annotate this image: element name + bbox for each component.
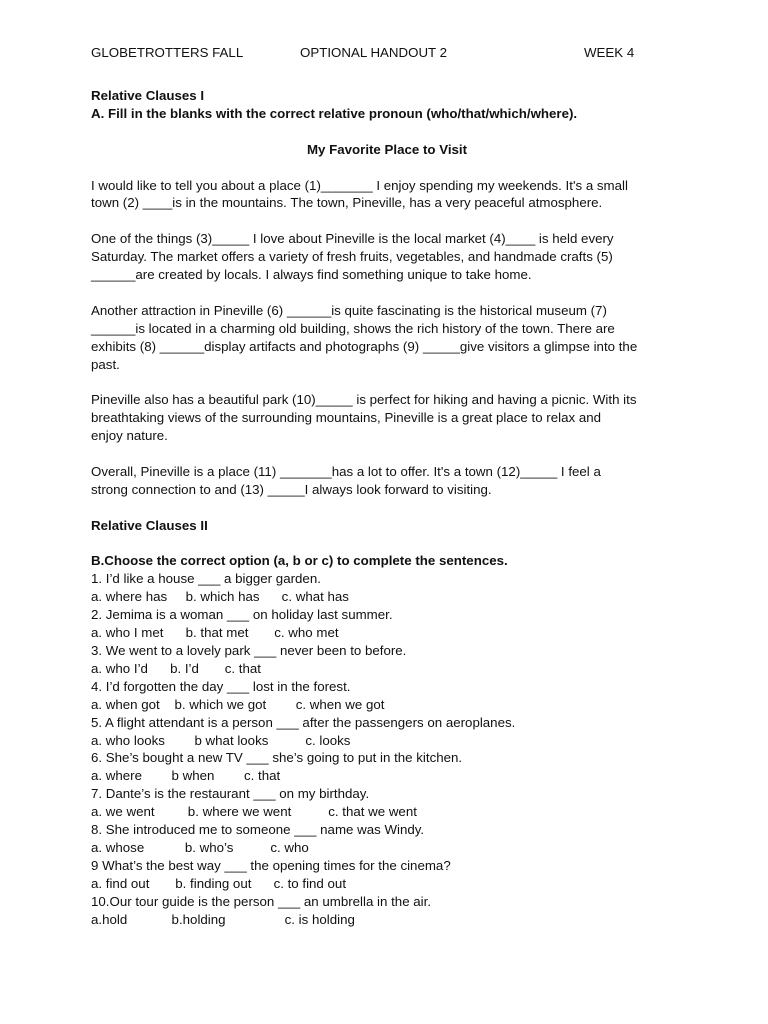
answer-options: a. find out b. finding out c. to find out <box>91 875 347 891</box>
passage-line: ______are created by locals. I always find something unique to take home. <box>91 267 532 283</box>
header-week: WEEK 4 <box>584 45 635 60</box>
answer-options: a. where b when c. that <box>91 768 281 784</box>
answer-options: a. who I met b. that met c. who met <box>91 625 339 641</box>
passage-paragraph <box>91 463 683 499</box>
passage-line: past. <box>91 356 120 372</box>
passage-line: Pineville also has a beautiful park (10)_____ is perfect for hiking and having a picnic. With its <box>91 392 637 408</box>
page-header <box>91 43 651 63</box>
passage-line: enjoy nature. <box>91 428 168 444</box>
section-b-heading: Relative Clauses II <box>91 517 208 533</box>
question-text: 5. A flight attendant is a person ___ after the passengers on aeroplanes. <box>91 714 516 730</box>
answer-options: a. who looks b what looks c. looks <box>91 732 351 748</box>
answer-options: a. where has b. which has c. what has <box>91 589 349 605</box>
section-b-instruction: B.Choose the correct option (a, b or c) to complete the sentences. <box>91 553 508 569</box>
question-text: 4. I’d forgotten the day ___ lost in the forest. <box>91 678 351 694</box>
passage-paragraph <box>91 391 683 445</box>
question-text: 9 What’s the best way ___ the opening times for the cinema? <box>91 857 451 873</box>
passage-line: breathtaking views of the surrounding mountains, Pineville is a great place to relax and <box>91 410 602 426</box>
question-list <box>91 570 683 928</box>
question-text: 1. I’d like a house ___ a bigger garden. <box>91 571 321 587</box>
question-text: 6. She’s bought a new TV ___ she’s going to put in the kitchen. <box>91 750 463 766</box>
passage-line: Saturday. The market offers a variety of fresh fruits, vegetables, and handmade crafts (5) <box>91 249 613 265</box>
header-handout: OPTIONAL HANDOUT 2 <box>300 45 448 60</box>
passage-paragraph <box>91 177 683 213</box>
passage-title: My Favorite Place to Visit <box>306 141 468 157</box>
passage-line: exhibits (8) ______display artifacts and photographs (9) _____give visitors a glimpse into the <box>91 338 638 354</box>
passage-line: strong connection to and (13) _____I always look forward to visiting. <box>91 481 492 497</box>
answer-options: a. we went b. where we went c. that we went <box>91 804 417 820</box>
passage-paragraph <box>91 230 683 284</box>
passage-line: I would like to tell you about a place (1)_______ I enjoy spending my weekends. It's a small <box>91 177 628 193</box>
question-text: 7. Dante’s is the restaurant ___ on my birthday. <box>91 786 370 802</box>
passage-line: Another attraction in Pineville (6) ______is quite fascinating is the historical museum (7) <box>91 302 607 318</box>
passage-line: Overall, Pineville is a place (11) _______has a lot to offer. It's a town (12)_____ I feel a <box>91 463 601 479</box>
section-a-heading: Relative Clauses I <box>91 88 205 103</box>
passage-line: One of the things (3)_____ I love about Pineville is the local market (4)____ is held every <box>91 231 614 247</box>
question-text: 10.Our tour guide is the person ___ an umbrella in the air. <box>91 893 432 909</box>
question-text: 3. We went to a lovely park ___ never been to before. <box>91 642 407 658</box>
question-text: 8. She introduced me to someone ___ name was Windy. <box>91 822 425 838</box>
section-a-instruction: A. Fill in the blanks with the correct relative pronoun (who/that/which/where). <box>91 105 578 121</box>
answer-options: a. who I’d b. I’d c. that <box>91 660 261 676</box>
passage-line: town (2) ____is in the mountains. The town, Pineville, has a very peaceful atmosphere. <box>91 195 603 211</box>
question-text: 2. Jemima is a woman ___ on holiday last summer. <box>91 607 393 623</box>
answer-options: a. whose b. who’s c. who <box>91 839 309 855</box>
answer-options: a.hold b.holding c. is holding <box>91 911 355 927</box>
passage-paragraph <box>91 302 683 374</box>
answer-options: a. when got b. which we got c. when we got <box>91 696 385 712</box>
passage-line: ______is located in a charming old building, shows the rich history of the town. There are <box>91 320 615 336</box>
handout-body <box>91 87 683 928</box>
header-course: GLOBETROTTERS FALL <box>91 45 244 60</box>
